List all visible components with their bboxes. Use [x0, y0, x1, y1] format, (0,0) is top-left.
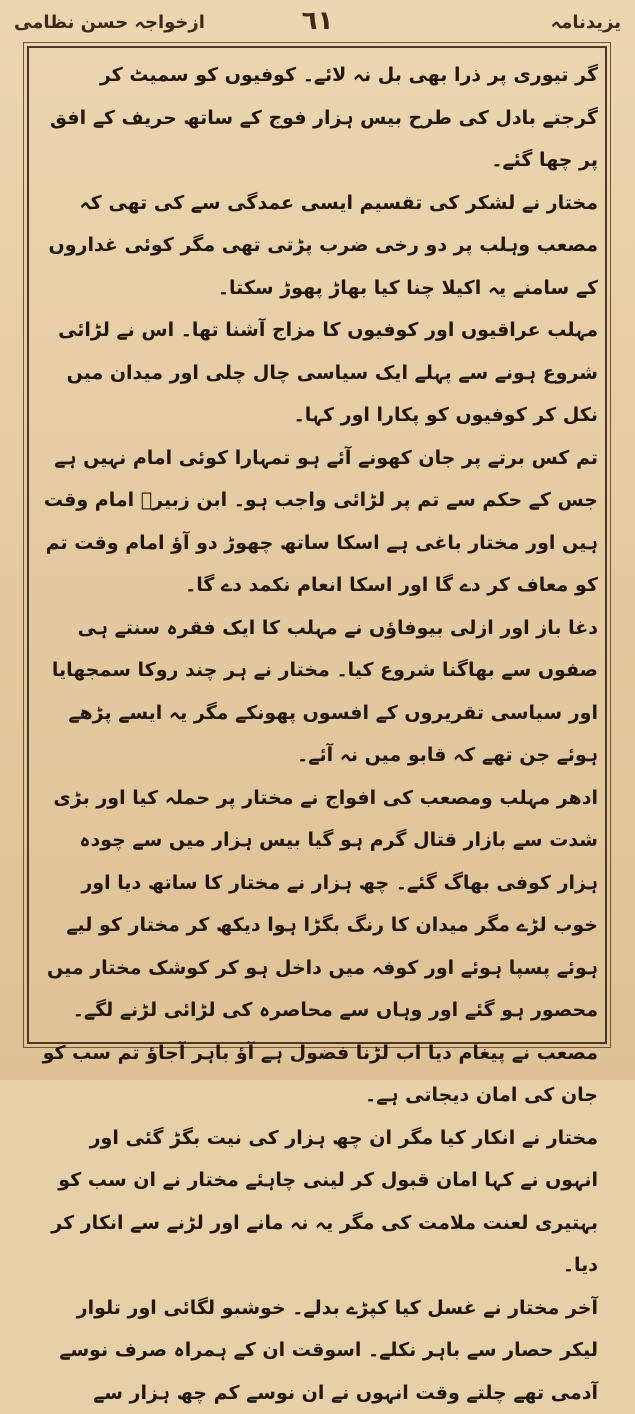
page-body-text [38, 54, 598, 1038]
paragraph: گر تیوری پر ذرا بھی بل نہ لائے۔ کوفیوں کو سمیٹ کر گرجتے بادل کی طرح بیس ہزار فوج کے ساتھ حریف کے افق پر چھا گئے۔ [38, 54, 598, 182]
author-name: ازخواجہ حسن نظامی [14, 12, 205, 33]
paragraph: مختار نے لشکر کی تقسیم ایسی عمدگی سے کی تھی کہ مصعب وہلب پر دو رخی ضرب پڑتی تھی مگر کوئی غداروں کے سامنے یہ اکیلا چنا کیا بھاڑ پھوڑ سکتا۔ [38, 182, 598, 310]
page-header [14, 6, 621, 42]
paragraph: مہلب عراقیوں اور کوفیوں کا مزاج آشنا تھا۔ اس نے لڑائی شروع ہونے سے پہلے ایک سیاسی چال چلی اور میدان میں نکل کر کوفیوں کو پکارا اور کہا۔ [38, 309, 598, 437]
paragraph: ادھر مہلب ومصعب کی افواج نے مختار پر حملہ کیا اور بڑی شدت سے بازار قتال گرم ہو گیا بیس ہزار میں سے چودہ ہزار کوفی بھاگ گئے۔ چھ ہزار نے مختار کا ساتھ دیا اور خوب لڑے مگر میدان کا رنگ بگڑا ہوا دیکھ کر مختار کو لیے ہوئے پسپا ہوئے اور کوفہ میں داخل ہو کر کوشک مختار میں محصور ہو گئے اور وہاں سے محاصرہ کی لڑائی لڑنے لگے۔ [38, 777, 598, 1032]
paragraph: آخر مختار نے غسل کیا کپڑے بدلے۔ خوشبو لگائی اور تلوار لیکر حصار سے باہر نکلے۔ اسوقت ان کے ہمراہ صرف نوسے آدمی تھے چلتے وقت انہوں نے ان نوسے کم چھ ہزار سے [38, 1287, 598, 1414]
paragraph: دغا باز اور ازلی بیوفاؤں نے مہلب کا ایک فقرہ سنتے ہی صفوں سے بھاگنا شروع کیا۔ مختار نے ہر چند روکا سمجھایا اور سیاسی تقریروں کے افسوں پھونکے مگر یہ ایسے پڑھے ہوئے جن تھے کہ قابو میں نہ آئے۔ [38, 607, 598, 777]
paragraph: مختار نے انکار کیا مگر ان چھ ہزار کی نیت بگڑ گئی اور انہوں نے کہا امان قبول کر لینی چاہئے مختار نے ان سب کو بہتیری لعنت ملامت کی مگر یہ نہ مانے اور لڑنے سے انکار کر دیا۔ [38, 1117, 598, 1287]
paragraph: تم کس برتے پر جان کھونے آئے ہو تمہارا کوئی امام نہیں ہے جس کے حکم سے تم پر لڑائی واجب ہو۔ ابن زبیرؓ امام وقت ہیں اور مختار باغی ہے اسکا ساتھ چھوڑ دو آؤ امام وقت تم کو معاف کر دے گا اور اسکا انعام نکمد دے گا۔ [38, 437, 598, 607]
book-title: یزیدنامہ [551, 12, 621, 33]
paragraph: مصعب نے پیغام دیا اب لڑنا فضول ہے آؤ باہر آجاؤ تم سب کو جان کی امان دیجاتی ہے۔ [38, 1032, 598, 1117]
page-number: ٦١ [302, 6, 334, 36]
